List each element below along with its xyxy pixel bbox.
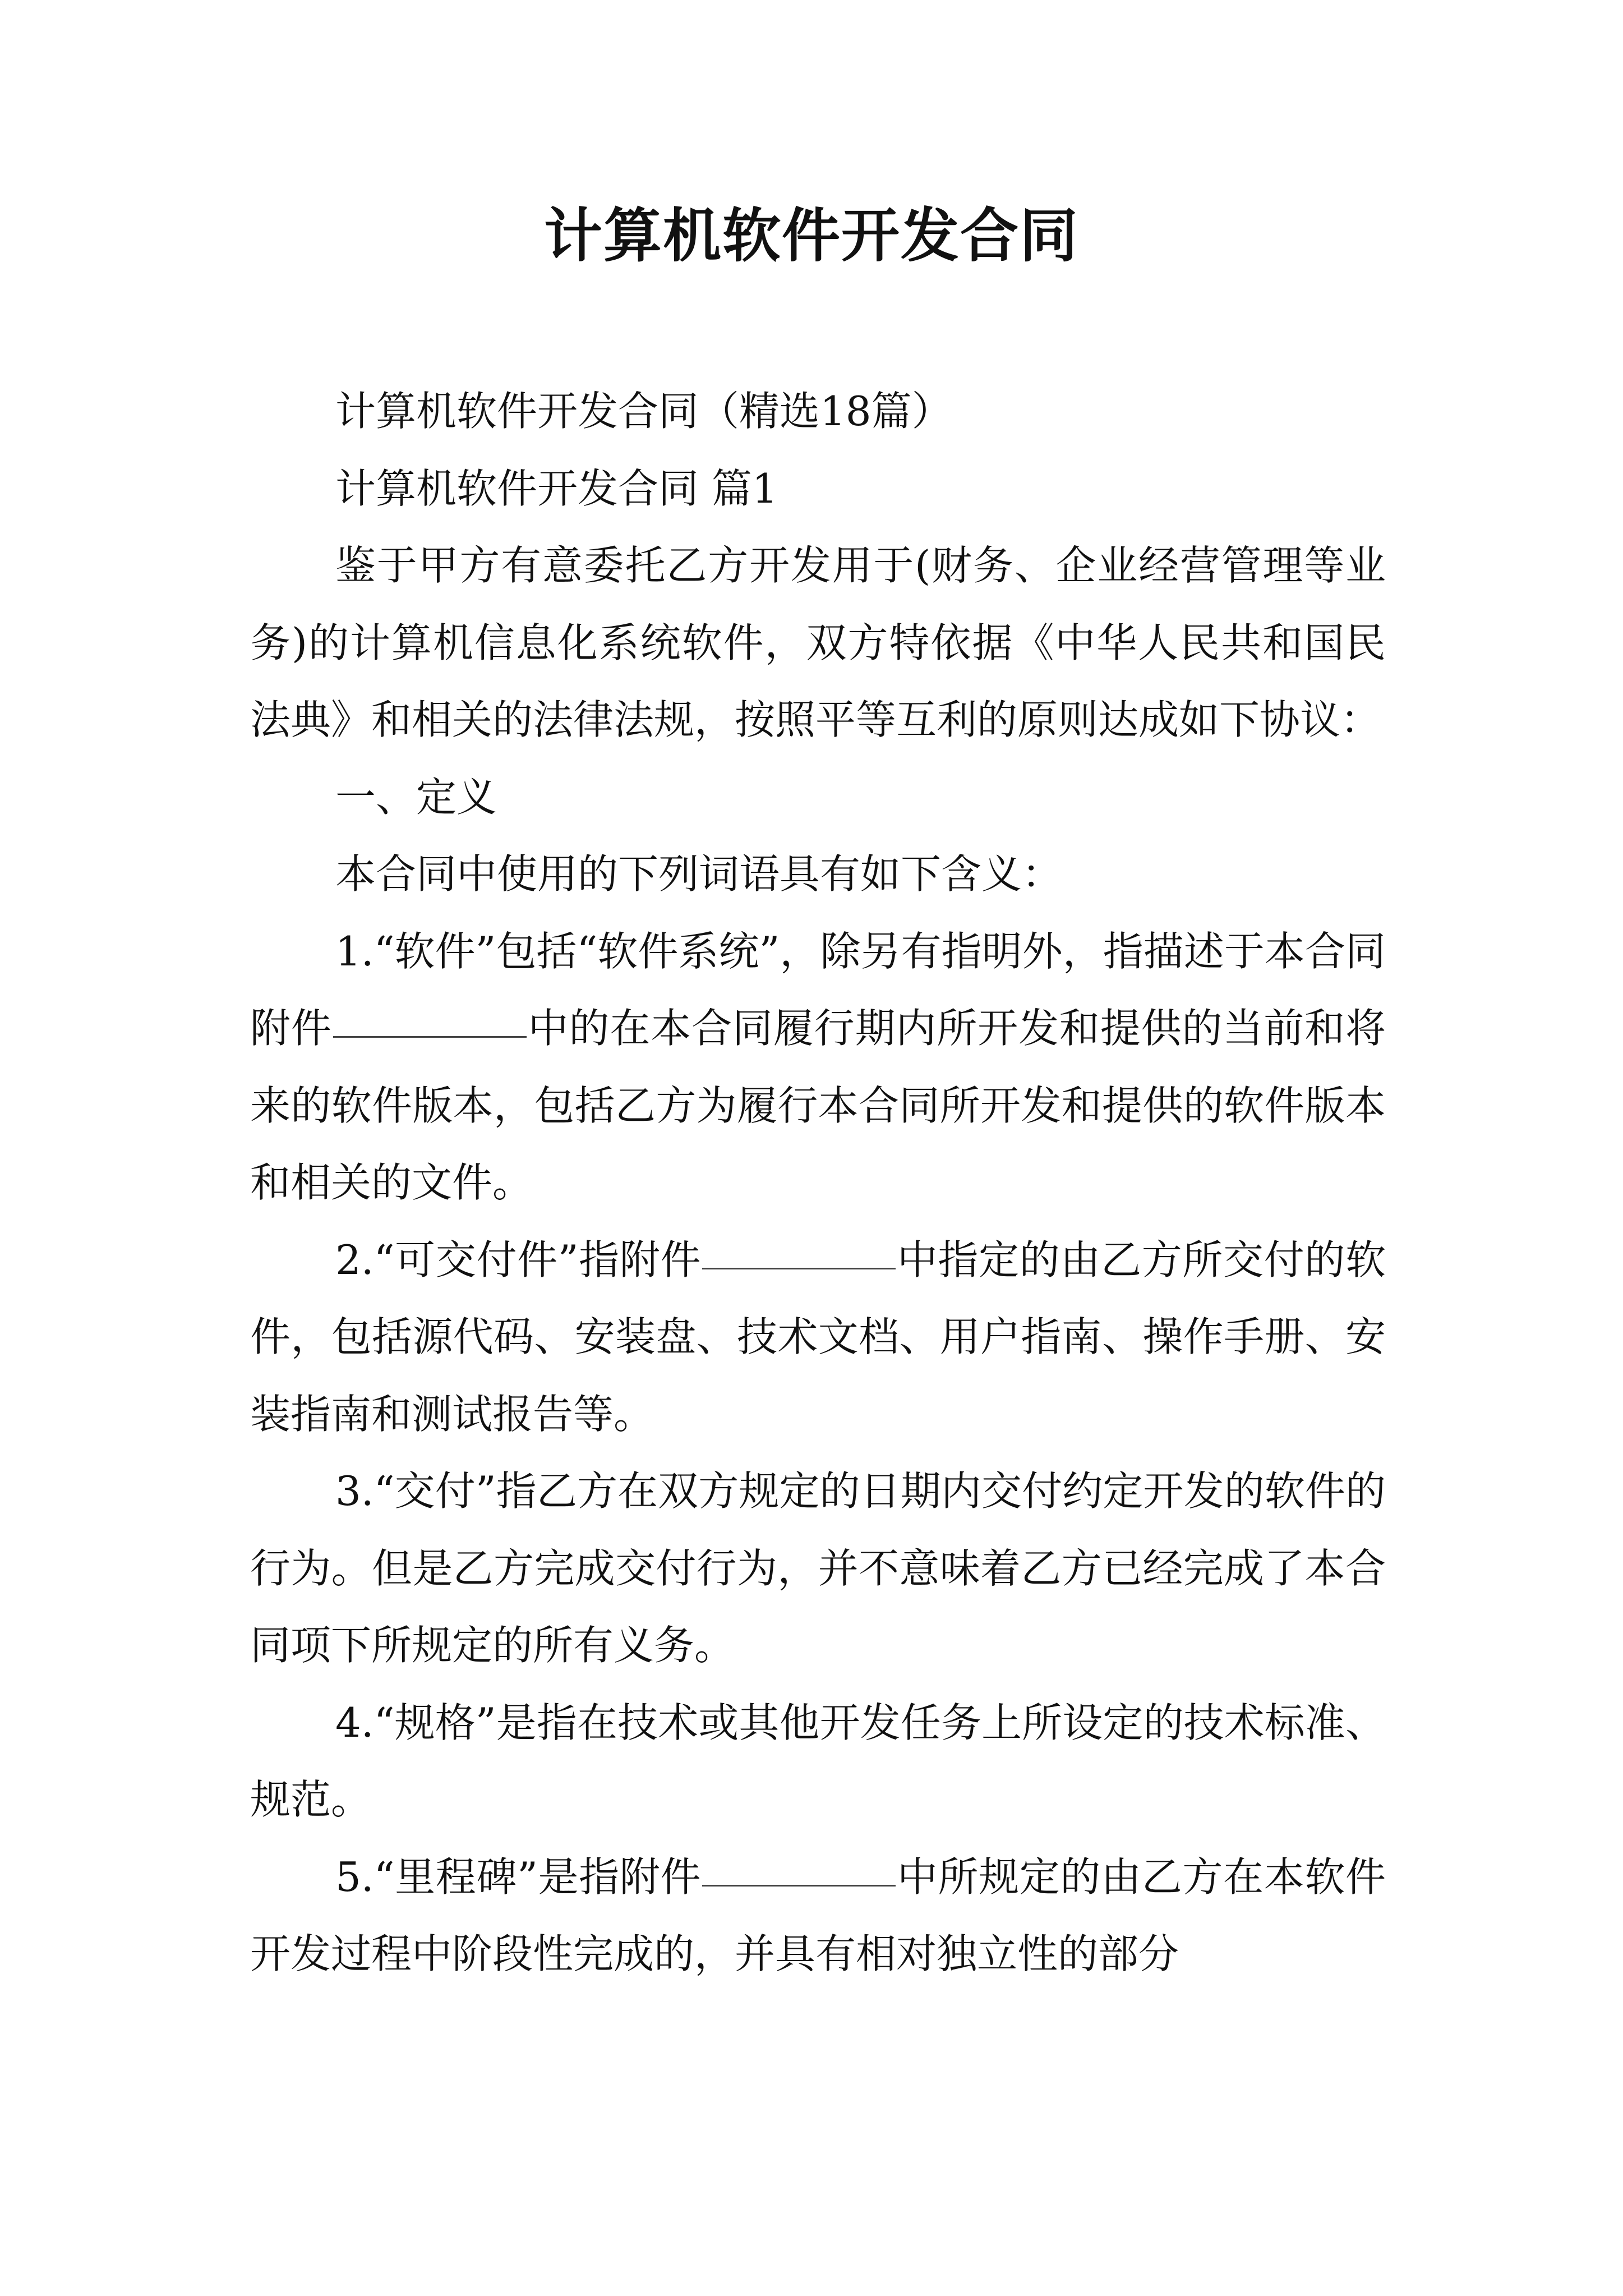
definition-specification: 4.“规格”是指在技术或其他开发任务上所设定的技术标准、规范。 xyxy=(250,1699,1386,1823)
document-body xyxy=(250,373,1386,1993)
definition-milestone-text-start: 5.“里程碑”是指附件 xyxy=(335,1853,702,1901)
definition-deliverables-text-end: 中指定的由乙方所交付的软件，包括源代码、安装盘、技术文档、用户指南、操作手册、安装指南和测试报告等。 xyxy=(250,1236,1386,1438)
definition-software xyxy=(250,913,1386,1222)
section-heading: 计算机软件开发合同 篇1 xyxy=(335,464,778,512)
definitions-intro: 本合同中使用的下列词语具有如下含义： xyxy=(335,850,1063,898)
definition-milestone xyxy=(250,1839,1386,1993)
blank-line xyxy=(333,1036,527,1038)
document-title: 计算机软件开发合同 xyxy=(543,201,1079,270)
definition-deliverables xyxy=(250,1222,1386,1453)
document-subtitle: 计算机软件开发合同（精选18篇） xyxy=(335,388,952,435)
definition-milestone-text-end: 中所规定的由乙方在本软件开发过程中阶段性完成的，并具有相对独立性的部分 xyxy=(250,1853,1386,1977)
definition-deliverables-text-start: 2.“可交付件”指附件 xyxy=(335,1236,702,1283)
definition-software-text-start: 1.“软件”包括“软件系统”，除另有指明外，指描述于本合同附件 xyxy=(250,927,1386,1052)
blank-line xyxy=(702,1884,896,1887)
blank-line xyxy=(702,1267,896,1269)
clause-heading-definitions: 一、定义 xyxy=(335,773,497,821)
definition-delivery: 3.“交付”指乙方在双方规定的日期内交付约定开发的软件的行为。但是乙方完成交付行为，并不意味着乙方已经完成了本合同项下所规定的所有义务。 xyxy=(250,1467,1386,1669)
definition-software-text-end: 中的在本合同履行期内所开发和提供的当前和将来的软件版本，包括乙方为履行本合同所开发和提供的软件版本和相关的文件。 xyxy=(250,1005,1386,1206)
intro-paragraph: 鉴于甲方有意委托乙方开发用于(财务、企业经营管理等业务)的计算机信息化系统软件，双方特依据《中华人民共和国民法典》和相关的法律法规，按照平等互利的原则达成如下协议： xyxy=(250,542,1386,743)
